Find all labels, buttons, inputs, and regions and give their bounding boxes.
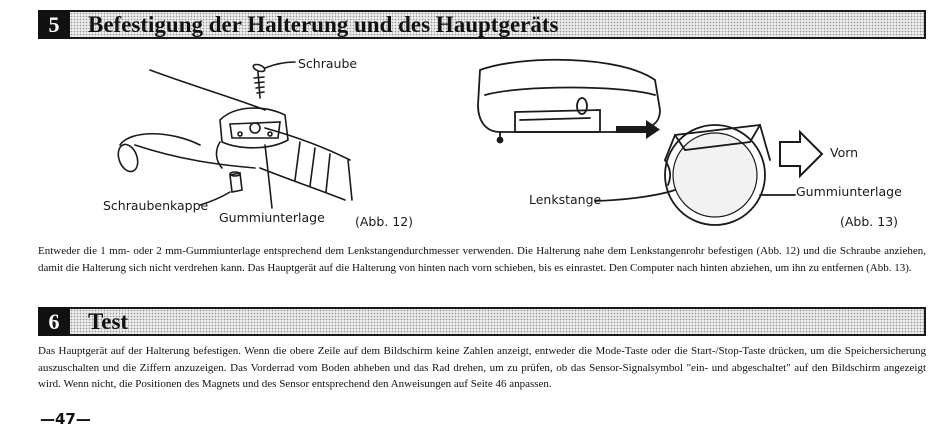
label-rubber-pad-13: Gummiunterlage [796,184,902,199]
caption-figure-12: (Abb. 12) [355,214,414,229]
label-screw: Schraube [298,56,358,71]
label-screw-cap: Schraubenkappe [103,198,209,213]
section-6-title: Test [88,309,129,334]
arrow-right-outline-icon [780,132,822,176]
label-rubber-pad-12: Gummiunterlage [219,210,325,225]
section-5-header [38,10,926,39]
section-6-paragraph: Das Hauptgerät auf der Halterung befestigen. Wenn die obere Zeile auf dem Bildschirm keine Zahlen anzeigt, entweder die Mode-Taste oder die Start-/Stop-Taste drücken, um die Speichersicherung auszuschalten und die Ziffern anzuzeigen. Das Vorderrad vom Boden abheben und das Rad drehen, um zu prüfen, ob das Sensor-Signalsymbol "ein- und abgeschaltet" auf den Bildschirm angezeigt wird. Wenn nicht, die Positionen des Magnets und des Sensor entsprechend den Anweisungen auf Seite 46 anpassen. [38,345,926,390]
page-number: —47— [40,410,91,428]
label-handlebar: Lenkstange [529,192,602,207]
section-6-header [38,307,926,336]
section-5-title: Befestigung der Halterung und des Hauptgeräts [88,12,559,37]
section-6-number: 6 [38,307,70,336]
section-5-number: 5 [38,10,70,39]
figure-13-illustration [460,50,910,230]
caption-figure-13: (Abb. 13) [840,214,899,229]
section-5-paragraph: Entweder die 1 mm- oder 2 mm-Gummiunterlage entsprechend dem Lenkstangendurchmesser verwenden. Die Halterung nahe dem Lenkstangenrohr befestigen (Abb. 12) und die Schraube anziehen, damit die Halterung sich nicht verdrehen kann. Das Hauptgerät auf die Halterung von hinten nach vorn schieben, bis es einrastet. Den Computer nach hinten abziehen, um ihn zu entfernen (Abb. 13). [38,245,926,274]
label-forward: Vorn [830,145,859,160]
arrow-right-solid-icon [616,120,660,139]
